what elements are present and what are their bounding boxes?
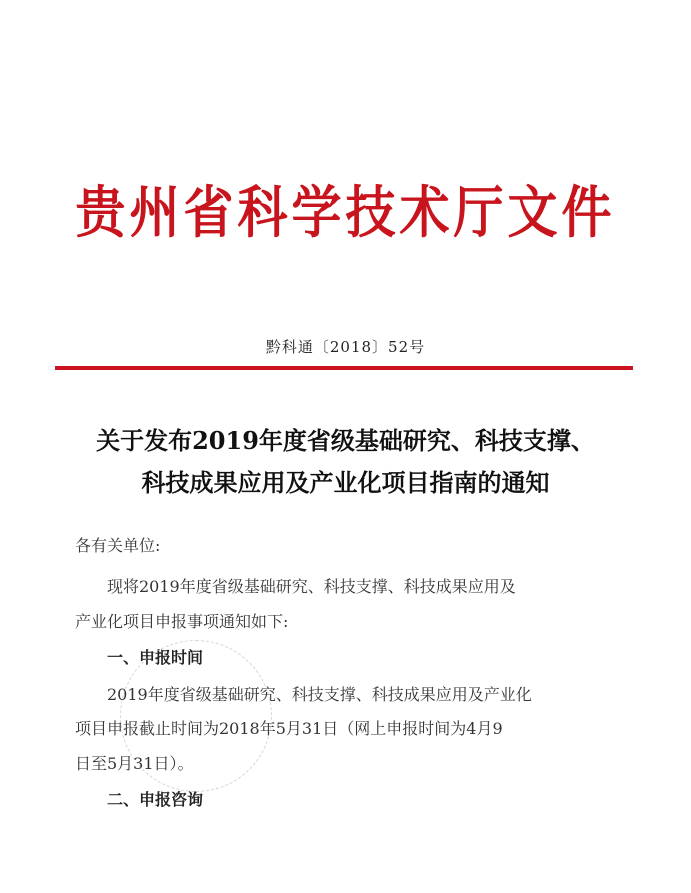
section-heading-1: 一、申报时间 bbox=[107, 648, 204, 667]
document-header-title: 贵州省科学技术厅文件 bbox=[75, 180, 616, 246]
notice-title bbox=[40, 420, 651, 504]
section-heading-2: 二、申报咨询 bbox=[107, 790, 204, 809]
paragraph-2-line-1: 2019年度省级基础研究、科技支撑、科技成果应用及产业化 bbox=[107, 685, 532, 704]
salutation: 各有关单位: bbox=[75, 536, 161, 555]
document-number: 黔科通〔2018〕52号 bbox=[265, 338, 426, 356]
notice-title-line-1: 关于发布2019年度省级基础研究、科技支撑、 bbox=[96, 426, 595, 455]
red-divider-line bbox=[55, 366, 633, 370]
paragraph-2-line-2: 项目申报截止时间为2018年5月31日（网上申报时间为4月9 bbox=[75, 719, 503, 738]
notice-title-line-2: 科技成果应用及产业化项目指南的通知 bbox=[141, 468, 550, 497]
paragraph-1-line-2: 产业化项目申报事项通知如下: bbox=[75, 612, 289, 631]
paragraph-1-line-1: 现将2019年度省级基础研究、科技支撑、科技成果应用及 bbox=[107, 577, 516, 596]
paragraph-2-line-3: 日至5月31日）。 bbox=[75, 754, 194, 773]
